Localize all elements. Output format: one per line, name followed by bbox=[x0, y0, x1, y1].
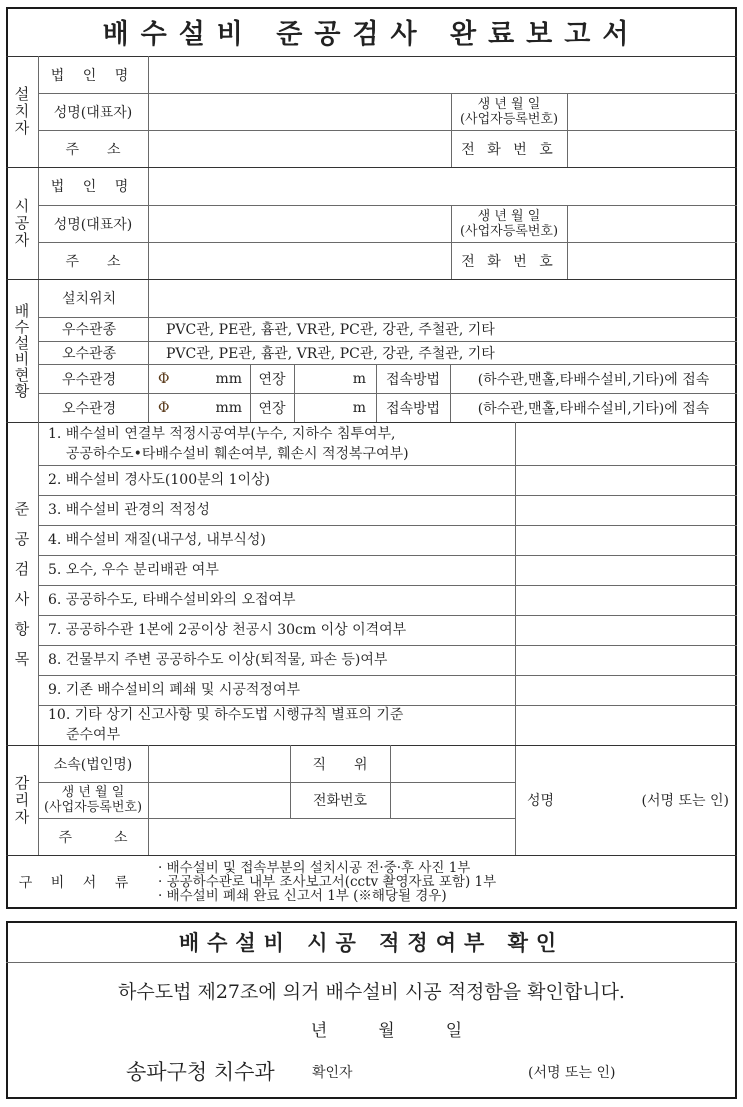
mm-unit: mm bbox=[215, 399, 242, 416]
rain-pipe-diameter-field[interactable] bbox=[148, 364, 250, 393]
confirmer-sign-field[interactable]: (서명 또는 인) bbox=[528, 1065, 616, 1081]
contractor-address-field[interactable] bbox=[148, 242, 451, 279]
installer-birth-field[interactable] bbox=[567, 93, 737, 130]
inspection-group-label: 준 공 검 사 항 목 bbox=[14, 499, 30, 668]
inspection-result-10[interactable] bbox=[515, 705, 737, 745]
inspection-item-2: 2. 배수설비 경사도(100분의 1이상) bbox=[48, 472, 271, 488]
sewage-pipe-length-field[interactable] bbox=[294, 393, 376, 422]
supervisor-phone-label: 전화번호 bbox=[312, 793, 368, 809]
contractor-corp-name-field[interactable] bbox=[148, 167, 737, 205]
rain-pipe-type-label: 우수관종 bbox=[62, 322, 117, 338]
sewage-pipe-length-label: 연장 bbox=[258, 400, 286, 417]
inspection-result-1[interactable] bbox=[515, 422, 737, 465]
rain-pipe-connection-options[interactable]: (하수관,맨홀,타배수설비,기타)에 접속 bbox=[477, 371, 710, 388]
inspection-item-10: 10. 기타 상기 신고사항 및 하수도법 시행규칙 별표의 기준 준수여부 bbox=[48, 707, 404, 743]
supervisor-birth-field[interactable] bbox=[148, 782, 290, 818]
inspection-item-6: 6. 공공하수도, 타배수설비와의 오접여부 bbox=[48, 592, 296, 608]
diameter-phi-symbol: Φ bbox=[158, 370, 170, 387]
office-name: 송파구청 치수과 bbox=[126, 1060, 275, 1084]
installer-group-label: 설 치 자 bbox=[14, 85, 30, 137]
supervisor-group-label: 감 리 자 bbox=[14, 773, 30, 826]
inspection-result-9[interactable] bbox=[515, 675, 737, 705]
rain-pipe-length-label: 연장 bbox=[258, 371, 286, 388]
sewage-pipe-connection-options[interactable]: (하수관,맨홀,타배수설비,기타)에 접속 bbox=[477, 400, 710, 417]
installer-address-field[interactable] bbox=[148, 130, 451, 167]
confirmation-signature-line bbox=[6, 1052, 737, 1088]
supervisor-birth-label: 생 년 월 일 (사업자등록번호) bbox=[43, 785, 143, 815]
installer-corp-name-field[interactable] bbox=[148, 56, 737, 93]
m-unit: m bbox=[352, 399, 366, 416]
supervisor-phone-field[interactable] bbox=[390, 782, 515, 818]
location-label: 설치위치 bbox=[62, 291, 117, 307]
inspection-result-6[interactable] bbox=[515, 585, 737, 615]
m-unit: m bbox=[352, 370, 366, 387]
form-title: 배수설비 준공검사 완료보고서 bbox=[102, 19, 641, 50]
supervisor-signature-field[interactable] bbox=[515, 745, 737, 855]
inspection-item-5: 5. 오수, 우수 분리배관 여부 bbox=[48, 562, 219, 578]
documents-label: 구 비 서 류 bbox=[18, 875, 136, 891]
rain-pipe-type-options[interactable]: PVC관, PE관, 흄관, VR관, PC관, 강관, 주철관, 기타 bbox=[166, 322, 495, 338]
inspection-item-9: 9. 기존 배수설비의 폐쇄 및 시공적정여부 bbox=[48, 682, 300, 698]
installer-phone-label: 전 화 번 호 bbox=[461, 141, 557, 158]
supervisor-sign-label: (서명 또는 인) bbox=[641, 793, 729, 809]
supervisor-position-label: 직 위 bbox=[312, 756, 368, 773]
inspection-result-8[interactable] bbox=[515, 645, 737, 675]
sewage-pipe-type-options[interactable]: PVC관, PE관, 흄관, VR관, PC관, 강관, 주철관, 기타 bbox=[166, 345, 495, 362]
inspection-result-7[interactable] bbox=[515, 615, 737, 645]
contractor-rep-name-label: 성명(대표자) bbox=[53, 216, 133, 233]
sewage-pipe-type-label: 오수관종 bbox=[62, 345, 117, 362]
contractor-rep-name-field[interactable] bbox=[148, 205, 451, 242]
diameter-phi-symbol: Φ bbox=[158, 399, 170, 416]
supervisor-affiliation-label: 소속(법인명) bbox=[53, 756, 133, 773]
inspection-item-3: 3. 배수설비 관경의 적정성 bbox=[48, 502, 210, 518]
inspection-result-5[interactable] bbox=[515, 555, 737, 585]
drainage-status-group-label: 배 수 설 비 현 황 bbox=[14, 301, 30, 400]
supervisor-position-field[interactable] bbox=[390, 745, 515, 782]
confirmation-date[interactable]: 년 월 일 bbox=[310, 1020, 463, 1041]
inspection-result-4[interactable] bbox=[515, 525, 737, 555]
document-item: · 배수설비 및 접속부분의 설치시공 전·중·후 사진 1부 bbox=[158, 860, 471, 876]
installer-rep-name-label: 성명(대표자) bbox=[53, 104, 133, 121]
confirmation-statement: 하수도법 제27조에 의거 배수설비 시공 적정함을 확인합니다. bbox=[118, 980, 625, 1003]
inspection-item-4: 4. 배수설비 재질(내구성, 내부식성) bbox=[48, 532, 266, 548]
contractor-phone-label: 전 화 번 호 bbox=[461, 253, 557, 270]
contractor-group-label: 시 공 자 bbox=[14, 196, 30, 249]
installer-corp-name-label: 법 인 명 bbox=[50, 67, 136, 84]
sewage-pipe-connection-label: 접속방법 bbox=[385, 400, 441, 417]
supervisor-affiliation-field[interactable] bbox=[148, 745, 290, 782]
inspection-result-3[interactable] bbox=[515, 495, 737, 525]
rain-pipe-length-field[interactable] bbox=[294, 364, 376, 393]
mm-unit: mm bbox=[215, 370, 242, 387]
contractor-address-label: 주 소 bbox=[65, 253, 121, 270]
confirmation-title: 배수설비 시공 적정여부 확인 bbox=[178, 929, 565, 955]
installer-rep-name-field[interactable] bbox=[148, 93, 451, 130]
inspection-item-1: 1. 배수설비 연결부 적정시공여부(누수, 지하수 침투여부, 공공하수도•타배수설비 훼손여부, 훼손시 적정복구여부) bbox=[48, 425, 409, 462]
rain-pipe-connection-label: 접속방법 bbox=[385, 371, 441, 388]
inspection-item-8: 8. 건물부지 주변 공공하수도 이상(퇴적물, 파손 등)여부 bbox=[48, 652, 388, 668]
sewage-pipe-diameter-label: 오수관경 bbox=[62, 400, 117, 417]
rain-pipe-diameter-label: 우수관경 bbox=[62, 371, 117, 388]
documents-list bbox=[148, 855, 737, 909]
sewage-pipe-diameter-field[interactable] bbox=[148, 393, 250, 422]
installer-phone-field[interactable] bbox=[567, 130, 737, 167]
location-field[interactable] bbox=[148, 279, 737, 317]
inspection-result-2[interactable] bbox=[515, 465, 737, 495]
contractor-phone-field[interactable] bbox=[567, 242, 737, 279]
confirmer-label: 확인자 bbox=[312, 1065, 353, 1081]
supervisor-name-label: 성명 bbox=[527, 793, 555, 809]
contractor-corp-name-label: 법 인 명 bbox=[50, 179, 136, 195]
contractor-birth-field[interactable] bbox=[567, 205, 737, 242]
inspection-item-7: 7. 공공하수관 1본에 2공이상 천공시 30cm 이상 이격여부 bbox=[48, 622, 407, 638]
document-item: · 배수설비 폐쇄 완료 신고서 1부 (※해당될 경우) bbox=[158, 888, 447, 904]
contractor-birth-label: 생 년 월 일 (사업자등록번호) bbox=[459, 208, 559, 239]
supervisor-address-field[interactable] bbox=[148, 818, 515, 855]
installer-birth-label: 생 년 월 일 (사업자등록번호) bbox=[459, 96, 559, 127]
installer-address-label: 주 소 bbox=[65, 141, 121, 158]
document-item: · 공공하수관로 내부 조사보고서(cctv 촬영자료 포함) 1부 bbox=[158, 874, 497, 890]
supervisor-address-label: 주 소 bbox=[58, 829, 128, 846]
